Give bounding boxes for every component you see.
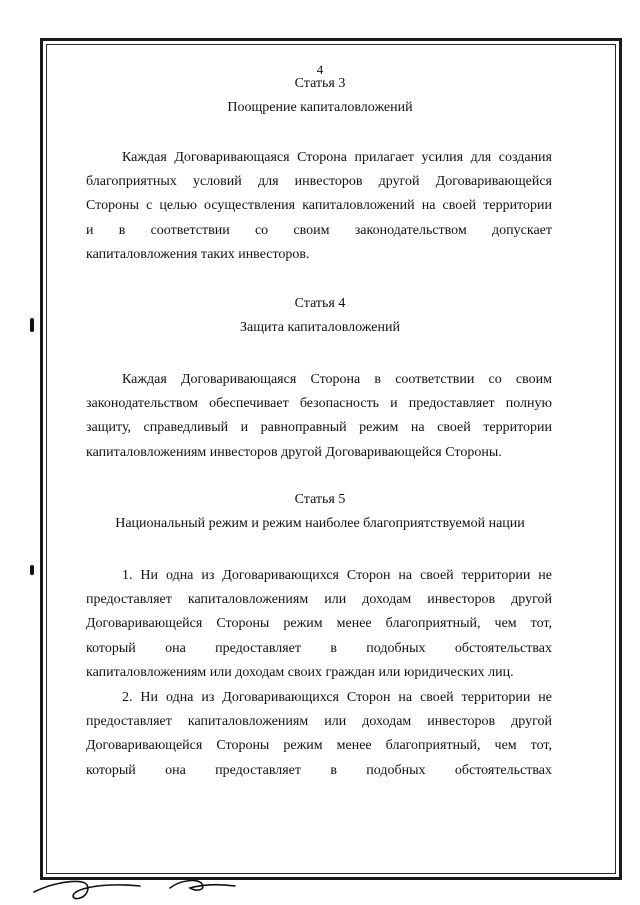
article-5-paragraph-1 <box>86 564 552 685</box>
text-line: законодательством обеспечивает безопасность и предоставляет полную <box>86 396 552 412</box>
text-line: благоприятных условий для инвесторов другой Договаривающейся <box>86 174 552 190</box>
handwritten-initials <box>30 862 260 902</box>
article-5-paragraph-2 <box>86 686 552 783</box>
article-5-title: Статья 5 <box>294 492 346 507</box>
text-line: который она предоставляет в подобных обстоятельствах <box>86 762 552 778</box>
text-line: защиту, справедливый и равноправный режим на своей территории <box>86 420 552 436</box>
article-4-paragraph <box>86 368 552 465</box>
text-line: капиталовложения таких инвесторов. <box>86 246 310 262</box>
text-line: и в соответствии со своим законодательством допускает <box>86 222 552 238</box>
text-line: Каждая Договаривающаяся Сторона прилагает усилия для создания <box>122 150 552 165</box>
text-line: Договаривающейся Стороны режим менее благоприятный, чем тот, <box>86 616 552 632</box>
article-3-paragraph <box>86 146 552 267</box>
article-3-title: Статья 3 <box>294 76 346 91</box>
article-5-subtitle: Национальный режим и режим наиболее благоприятствуемой нации <box>115 516 525 531</box>
article-4-subtitle: Защита капиталовложений <box>240 320 400 335</box>
text-line: предоставляет капиталовложениям или доходам инвесторов другой <box>86 714 552 730</box>
text-line: который она предоставляет в подобных обстоятельствах <box>86 640 552 656</box>
text-line: предоставляет капиталовложениям или доходам инвесторов другой <box>86 592 552 608</box>
article-4-title: Статья 4 <box>294 296 346 311</box>
page-number: 4 <box>316 62 324 77</box>
text-line: капиталовложениям инвесторов другой Договаривающейся Стороны. <box>86 444 502 460</box>
binding-mark <box>30 565 34 575</box>
text-line: Каждая Договаривающаяся Сторона в соответствии со своим <box>122 372 552 387</box>
text-line: Договаривающейся Стороны режим менее благоприятный, чем тот, <box>86 738 552 754</box>
text-line: 2. Ни одна из Договаривающихся Сторон на своей территории не <box>122 690 552 705</box>
text-line: 1. Ни одна из Договаривающихся Сторон на своей территории не <box>122 568 552 583</box>
text-line: Стороны с целью осуществления капиталовложений на своей территории <box>86 198 552 214</box>
article-3-subtitle: Поощрение капиталовложений <box>227 100 413 115</box>
text-line: капиталовложениям или доходам своих граждан или юридических лиц. <box>86 664 514 680</box>
